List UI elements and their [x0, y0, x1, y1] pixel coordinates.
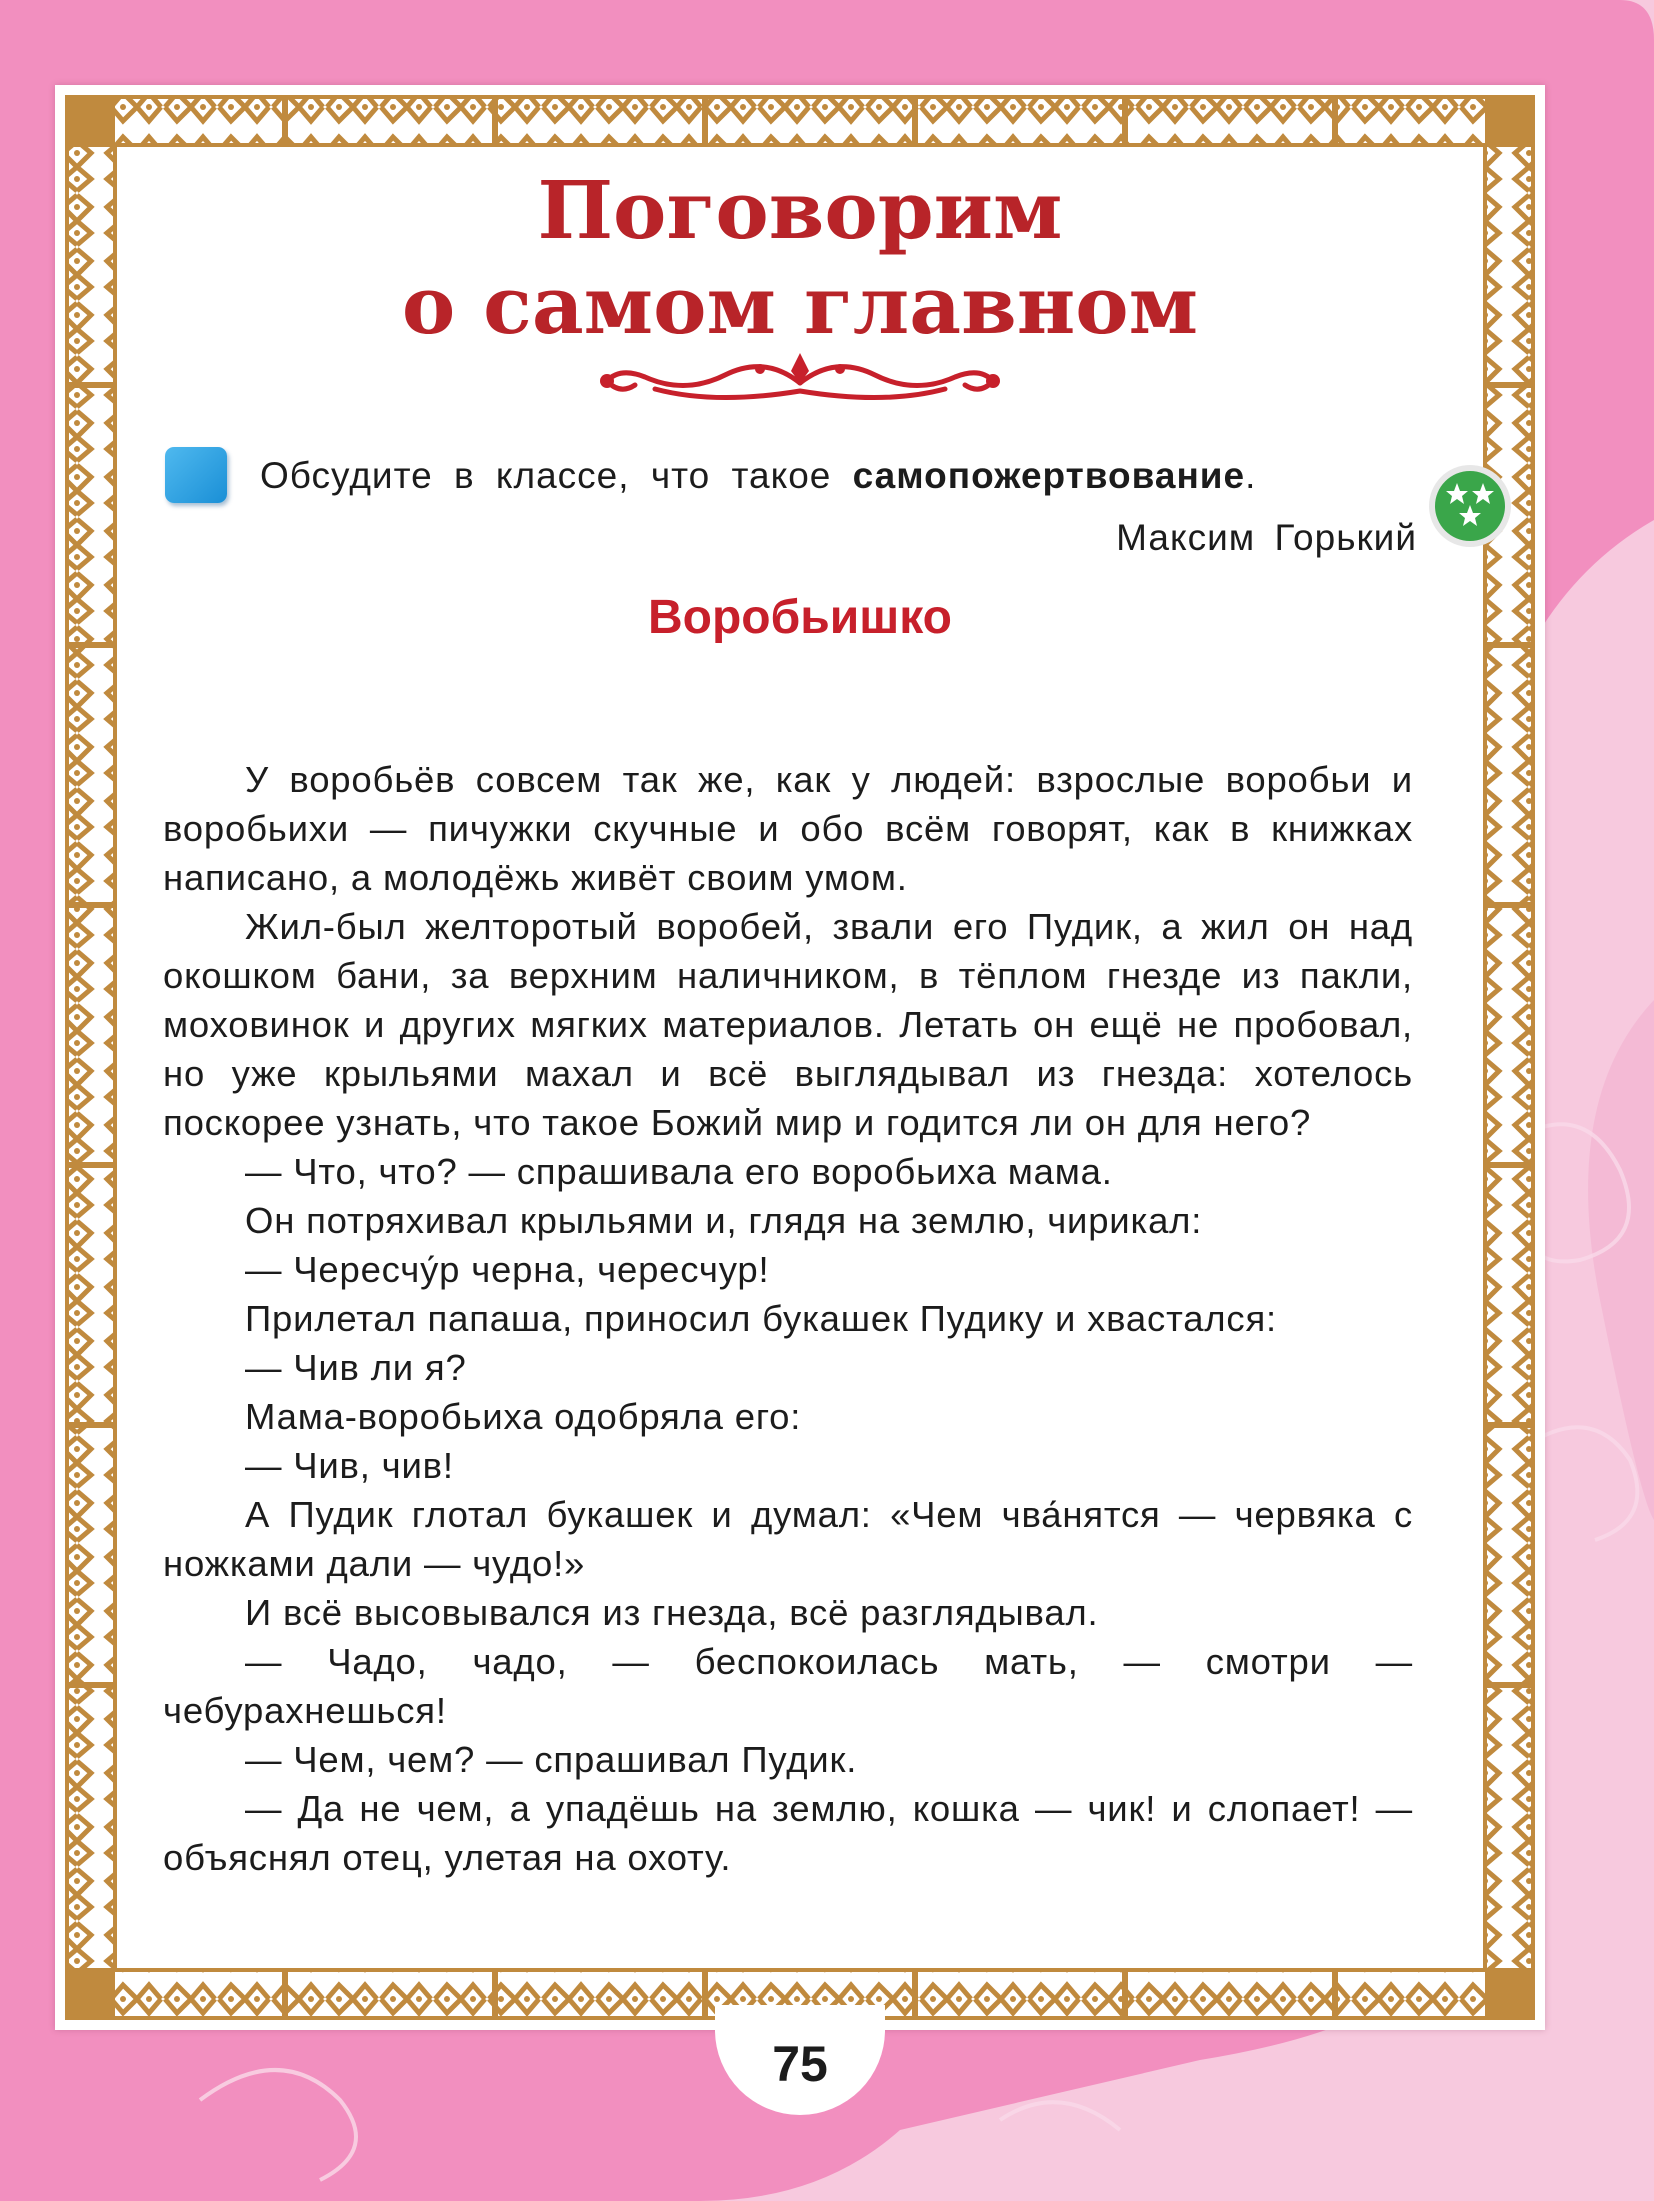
page-title-line2: о самом главном — [401, 258, 1199, 352]
story-paragraph: — Чем, чем? — спрашивал Пудик. — [245, 1739, 858, 1780]
story-paragraph: — Чересчу́р черна, чересчур! — [245, 1249, 770, 1290]
task-instruction — [260, 453, 1440, 499]
story-paragraph: И всё высовывался из гнезда, всё разглядывал. — [245, 1592, 1099, 1633]
story-paragraph: Мама-воробьиха одобряла его: — [245, 1396, 802, 1437]
story-paragraph: А Пудик глотал букашек и думал: «Чем чва́нятся — червяка с ножками дали — чудо!» — [163, 1494, 1413, 1584]
story-paragraph: Прилетал папаша, приносил букашек Пудику и хвастался: — [245, 1298, 1277, 1339]
task-square-icon — [165, 447, 227, 503]
page-title-line1: Поговорим — [537, 163, 1063, 257]
story-paragraph: — Чадо, чадо, — беспокоилась мать, — смотри — чебурахнешься! — [163, 1641, 1413, 1731]
story-paragraph: — Да не чем, а упадёшь на землю, кошка — чик! и слопает! — объяснял отец, улетая на охоту. — [163, 1788, 1413, 1878]
story-paragraph: Жил-был желторотый воробей, звали его Пудик, а жил он над окошком бани, за верхним наличником, в тёплом гнезде из пакли, моховинок и других мягких материалов. Летать он ещё не пробовал, но уже крыльями махал и всё выглядывал из гнезда: хотелось поскорее узнать, что такое Божий мир и годится ли он для него? — [163, 906, 1413, 1143]
task-keyword: самопожертвование — [852, 455, 1246, 496]
task-text-start: Обсудите в классе, что такое — [260, 455, 853, 496]
story-title: Воробьишко — [647, 591, 952, 644]
story-author: Максим Горький — [1116, 517, 1417, 558]
story-paragraph: — Чив ли я? — [245, 1347, 467, 1388]
story-paragraph: — Чив, чив! — [245, 1445, 454, 1486]
story-paragraph: У воробьёв совсем так же, как у людей: взрослые воробьи и воробьихи — пичужки скучные и обо всём говорят, как в книжках написано, а молодёжь живёт своим умом. — [163, 759, 1413, 898]
textbook-page — [55, 85, 1545, 2030]
story-text — [163, 755, 1413, 1882]
story-paragraph: — Что, что? — спрашивала его воробьиха мама. — [245, 1151, 1113, 1192]
three-stars-badge-icon — [1427, 463, 1513, 549]
page-number: 75 — [772, 2036, 828, 2092]
title-ornament-icon — [595, 345, 1005, 420]
task-text-end: . — [1245, 455, 1257, 496]
story-paragraph: Он потряхивал крыльями и, глядя на землю, чирикал: — [245, 1200, 1203, 1241]
